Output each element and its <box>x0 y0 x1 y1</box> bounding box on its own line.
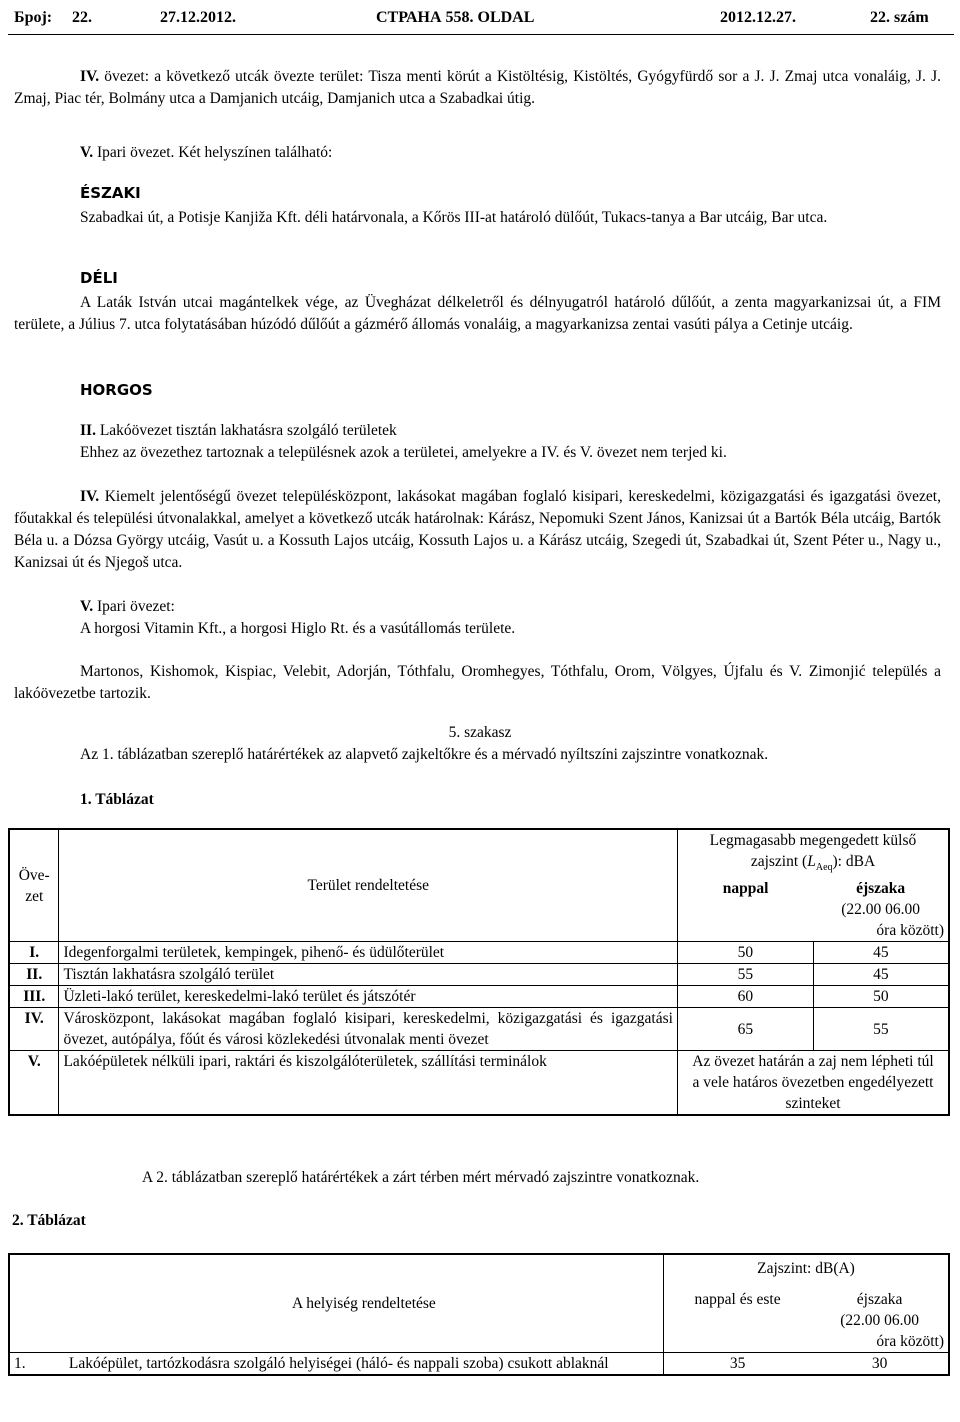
header-date-hu: 2012.12.27. <box>720 9 796 26</box>
night-header <box>811 1279 949 1353</box>
day-evening-header: nappal és este <box>663 1279 811 1353</box>
night-range: (22.00 06.00 <box>840 1312 919 1329</box>
limit-subscript: Aeq <box>815 862 833 874</box>
day-value: 50 <box>677 942 813 964</box>
table-header-row <box>9 1254 949 1279</box>
night-value: 45 <box>813 964 949 986</box>
limit-post: ): dBA <box>832 853 876 870</box>
zone-number: IV. <box>80 488 100 505</box>
zone-number: V. <box>80 144 94 161</box>
day-value: 65 <box>677 1008 813 1051</box>
section-title: 5. szakasz <box>448 724 512 741</box>
table-row <box>9 1051 949 1116</box>
use-cell: Üzleti-lakó terület, kereskedelmi-lakó terület és játszótér <box>59 986 678 1008</box>
page-header <box>8 0 954 35</box>
use-header: Terület rendeltetése <box>59 829 678 942</box>
zone-cell: IV. <box>9 1008 59 1051</box>
limit-header <box>677 829 949 878</box>
zone-cell: II. <box>9 964 59 986</box>
horgos-heading: HORGOS <box>80 381 153 399</box>
limit-title: Legmagasabb megengedett külső <box>709 832 917 849</box>
night-label: éjszaka <box>856 1291 903 1308</box>
night-between: óra között) <box>876 922 944 940</box>
zone-header <box>9 829 59 942</box>
night-range: (22.00 06.00 <box>841 901 920 919</box>
night-value: 30 <box>811 1353 949 1376</box>
table-header-row <box>9 829 949 878</box>
header-page: СТРАНА 558. OLDAL <box>376 9 535 26</box>
paragraph-text: övezet: a következő utcák övezte terület: Tisza menti körút a Kistöltésig, Kistöltés, Gyógyfürdő sor a J. J. Zmaj utca vonaláig, J. J. Zmaj, Piac tér, Bolmány utca a Damjanich utcáig, Damjanich utca a Szabadkai útig. <box>14 68 941 107</box>
room-use-header: A helyiség rendeltetése <box>65 1254 664 1353</box>
table-row <box>9 1008 949 1051</box>
night-value: 45 <box>813 942 949 964</box>
zone-number: V. <box>80 598 94 615</box>
zone-v-horgos-text: A horgosi Vitamin Kft., a horgosi Higlo Rt. és a vasútállomás területe. <box>80 620 516 637</box>
day-value: 55 <box>677 964 813 986</box>
zone-header-line1: Öve- <box>18 866 50 884</box>
zone-cell: III. <box>9 986 59 1008</box>
noise-limits-table <box>8 828 950 1116</box>
villages-paragraph: Martonos, Kishomok, Kispiac, Velebit, Adorján, Tóthfalu, Oromhegyes, Tóthfalu, Orom, Völgyes, Újfalu és V. Zimonjić település a lakóövezetbe tartozik. <box>14 663 941 702</box>
zone-v-intro <box>80 144 332 162</box>
night-value: 55 <box>813 1008 949 1051</box>
use-cell: Lakóépületek nélküli ipari, raktári és kiszolgálóterületek, szállítási terminálok <box>59 1051 678 1116</box>
night-label: éjszaka <box>856 880 906 898</box>
night-header <box>813 878 949 942</box>
zone-iv-paragraph <box>14 66 941 110</box>
zone-v-note: Az övezet határán a zaj nem lépheti túl a vele határos övezetben engedélyezett szinteket <box>677 1051 949 1116</box>
night-between: óra között) <box>876 1333 944 1350</box>
zone-number: IV. <box>80 68 100 85</box>
zone-number: II. <box>80 422 96 439</box>
table1-title: 1. Táblázat <box>80 791 154 808</box>
header-issue-hu: 22. szám <box>870 9 929 26</box>
south-heading: DÉLI <box>80 269 118 287</box>
room-use-cell: Lakóépület, tartózkodásra szolgáló helyiségei (háló- és nappali szoba) csukott ablaknál <box>65 1353 664 1376</box>
south-paragraph: A Laták István utcai magántelkek vége, az Üvegházat délkeletről és délnyugatról határoló dűlőút, a zenta magyarkanizsai út, a FIM területe, a Július 7. utca folytatásában húzódó dűlőút a gázmérő állomás vonaláig, a magyarkanizsa zentai vasúti pálya a Cetinje utcáig. <box>14 294 941 333</box>
table-row <box>9 986 949 1008</box>
day-value: 60 <box>677 986 813 1008</box>
paragraph-text: Kiemelt jelentőségű övezet településközpont, lakásokat magában foglaló kisipari, kereskedelmi, közigazgatási és igazgatási övezet, főutakkal és települési útvonalakkal, amelyet a következő utcák határolnak: Kárász, Nepomuki Szent János, Kanizsai út a Bartók Béla utcáig, Bartók Béla u. a Dózsa György utcáig, Vasút u. a Kossuth Lajos utcáig, Kossuth Lajos u. a Kárász utcáig, Szegedi út, Szabadkai út, Szent Péter u., Nagy u., Kanizsai út és Njegoš utca. <box>14 488 941 571</box>
row-number: 1. <box>9 1353 65 1376</box>
zone-cell: V. <box>9 1051 59 1116</box>
use-cell: Városközpont, lakásokat magában foglaló kisipari, kereskedelmi, közigazgatási és igazgatási övezet, autópálya, főút és városi közlekedési útvonalak menti övezet <box>59 1008 678 1051</box>
night-value: 50 <box>813 986 949 1008</box>
north-heading: ÉSZAKI <box>80 184 141 202</box>
zone-ii-title <box>80 422 397 440</box>
zone-iv-horgos-paragraph <box>14 486 941 574</box>
north-paragraph: Szabadkai út, a Potisje Kanjiža Kft. déli határvonala, a Kőrös III-at határoló dülőút, Tukacs-tanya a Bar utcáig, Bar utca. <box>80 209 828 226</box>
table2-intro: A 2. táblázatban szereplő határértékek a zárt térben mért mérvadó zajszintre vonatkoznak. <box>142 1169 700 1186</box>
paragraph-text: Lakóövezet tisztán lakhatásra szolgáló területek <box>95 422 397 439</box>
paragraph-text: Ipari övezet. Két helyszínen található: <box>93 144 333 161</box>
issue-number: 22. <box>72 9 92 26</box>
zone-header-line2: zet <box>25 887 44 905</box>
table-row <box>9 942 949 964</box>
limit-pre: zajszint ( <box>750 853 808 870</box>
limit-symbol: L <box>807 853 816 870</box>
zone-v-horgos-title <box>80 598 175 616</box>
day-header: nappal <box>677 878 813 942</box>
issue-label: Број: <box>14 9 53 26</box>
zone-cell: I. <box>9 942 59 964</box>
use-cell: Idegenforgalmi területek, kempingek, pihenő- és üdülőterület <box>59 942 678 964</box>
use-cell: Tisztán lakhatásra szolgáló terület <box>59 964 678 986</box>
zone-ii-text: Ehhez az övezethez tartoznak a településnek azok a területei, amelyekre a IV. és V. övezet nem terjed ki. <box>80 444 727 461</box>
table2-title: 2. Táblázat <box>12 1212 86 1229</box>
table-row <box>9 1353 949 1376</box>
table-row <box>9 964 949 986</box>
level-header: Zajszint: dB(A) <box>663 1254 949 1279</box>
day-value: 35 <box>663 1353 811 1376</box>
section-text: Az 1. táblázatban szereplő határértékek az alapvető zajkeltőkre és a mérvadó nyíltszíni zajszintre vonatkoznak. <box>80 746 769 763</box>
header-date-sr: 27.12.2012. <box>160 9 236 26</box>
paragraph-text: Ipari övezet: <box>93 598 175 615</box>
indoor-noise-table <box>8 1253 950 1376</box>
